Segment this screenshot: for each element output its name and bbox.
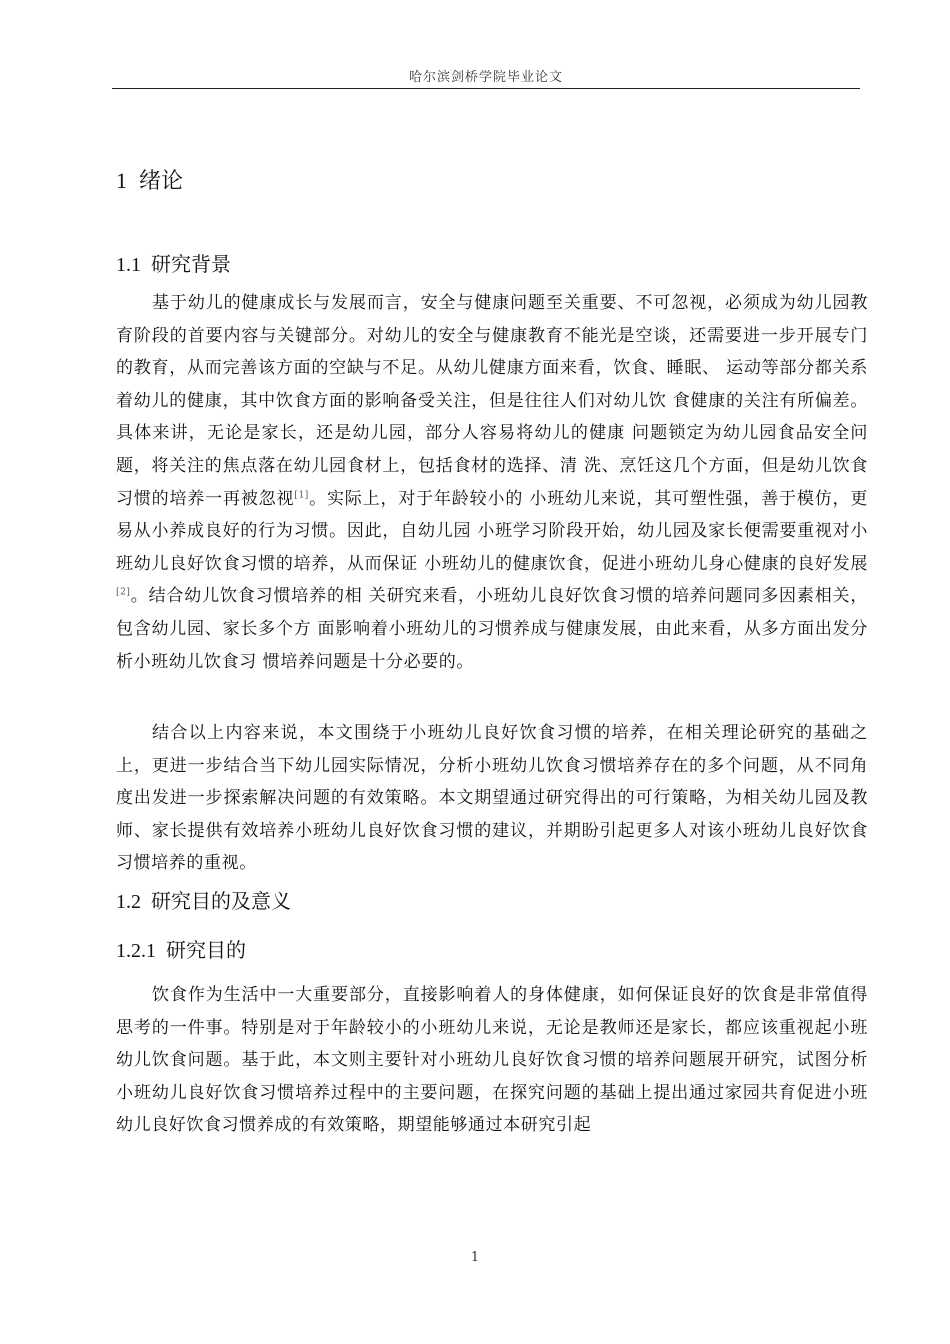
chapter-heading bbox=[116, 164, 183, 195]
paragraph-text: 基于幼儿的健康成长与发展而言，安全与健康问题至关重要、不可忽视，必须成为幼儿园教育阶段的首要内容与关键部分。对幼儿的安全与健康教育不能光是空谈，还需要进一步开展专门的教育，从而完善该方面的空缺与不足。从幼儿健康方面来看，饮食、睡眠、 运动等部分都关系着幼儿的健康，其中饮食方面的影响备受关注，但是往往人们对幼儿饮 食健康的关注有所偏差。具体来讲，无论是家长，还是幼儿园，部分人容易将幼儿的健康 问题锁定为幼儿园食品安全问题，将关注的焦点落在幼儿园食材上，包括食材的选择、清 洗、烹饪这几个方面，但是幼儿饮食习惯的培养一再被忽视 bbox=[116, 293, 868, 509]
background-paragraph-2: 结合以上内容来说，本文围绕于小班幼儿良好饮食习惯的培养，在相关理论研究的基础之上，更进一步结合当下幼儿园实际情况，分析小班幼儿饮食习惯培养存在的多个问题，从不同角度出发进一步探索解决问题的有效策略。本文期望通过研究得出的可行策略，为相关幼儿园及教师、家长提供有效培养小班幼儿良好饮食习惯的建议，并期盼引起更多人对该小班幼儿良好饮食习惯培养的重视。 bbox=[116, 723, 868, 874]
citation-ref-2: [2] bbox=[116, 587, 131, 598]
paragraph-text: 。实际上，对于年龄较小的 小班幼儿来说，其可塑性强，善于模仿，更易从小养成良好的行为习惯。因此，自幼儿园 小班学习阶段开始，幼儿园及家长便需要重视对小班幼儿良好饮食习惯的培养，从而保证 小班幼儿的健康饮食，促进小班幼儿身心健康的良好发展 bbox=[116, 488, 868, 574]
section-title: 研究目的及意义 bbox=[151, 889, 291, 913]
section-number: 1.2 bbox=[116, 891, 141, 913]
purpose-paragraph-1: 饮食作为生活中一大重要部分，直接影响着人的身体健康，如何保证良好的饮食是非常值得思考的一件事。特别是对于年龄较小的小班幼儿来说，无论是教师还是家长，都应该重视起小班幼儿饮食问题。基于此，本文则主要针对小班幼儿良好饮食习惯的培养问题展开研究，试图分析小班幼儿良好饮食习惯培养过程中的主要问题，在探究问题的基础上提出通过家园共育促进小班幼儿良好饮食习惯养成的有效策略，期望能够通过本研究引起 bbox=[116, 985, 868, 1136]
section-number: 1.1 bbox=[116, 254, 141, 276]
header-rule bbox=[112, 88, 860, 89]
background-paragraph-1 bbox=[116, 287, 868, 678]
section-heading-1-2 bbox=[116, 885, 291, 914]
chapter-title: 绪论 bbox=[139, 169, 184, 194]
paragraph-text: 。结合幼儿饮食习惯培养的相 关研究来看，小班幼儿良好饮食习惯的培养问题同多因素相关，包含幼儿园、家长多个方 面影响着小班幼儿的习惯养成与健康发展，由此来看，从多方面出发分析小班幼儿饮食习 惯培养问题是十分必要的。 bbox=[116, 586, 868, 672]
subsection-number: 1.2.1 bbox=[116, 940, 156, 962]
running-header: 哈尔滨剑桥学院毕业论文 bbox=[408, 70, 563, 85]
citation-ref-1: [1] bbox=[294, 489, 309, 500]
page-number: 1 bbox=[470, 1250, 480, 1265]
section-title: 研究背景 bbox=[151, 252, 231, 276]
chapter-number: 1 bbox=[116, 168, 127, 193]
section-heading-1-1 bbox=[116, 248, 231, 277]
subsection-heading-1-2-1 bbox=[116, 934, 246, 963]
subsection-title: 研究目的 bbox=[166, 938, 246, 962]
